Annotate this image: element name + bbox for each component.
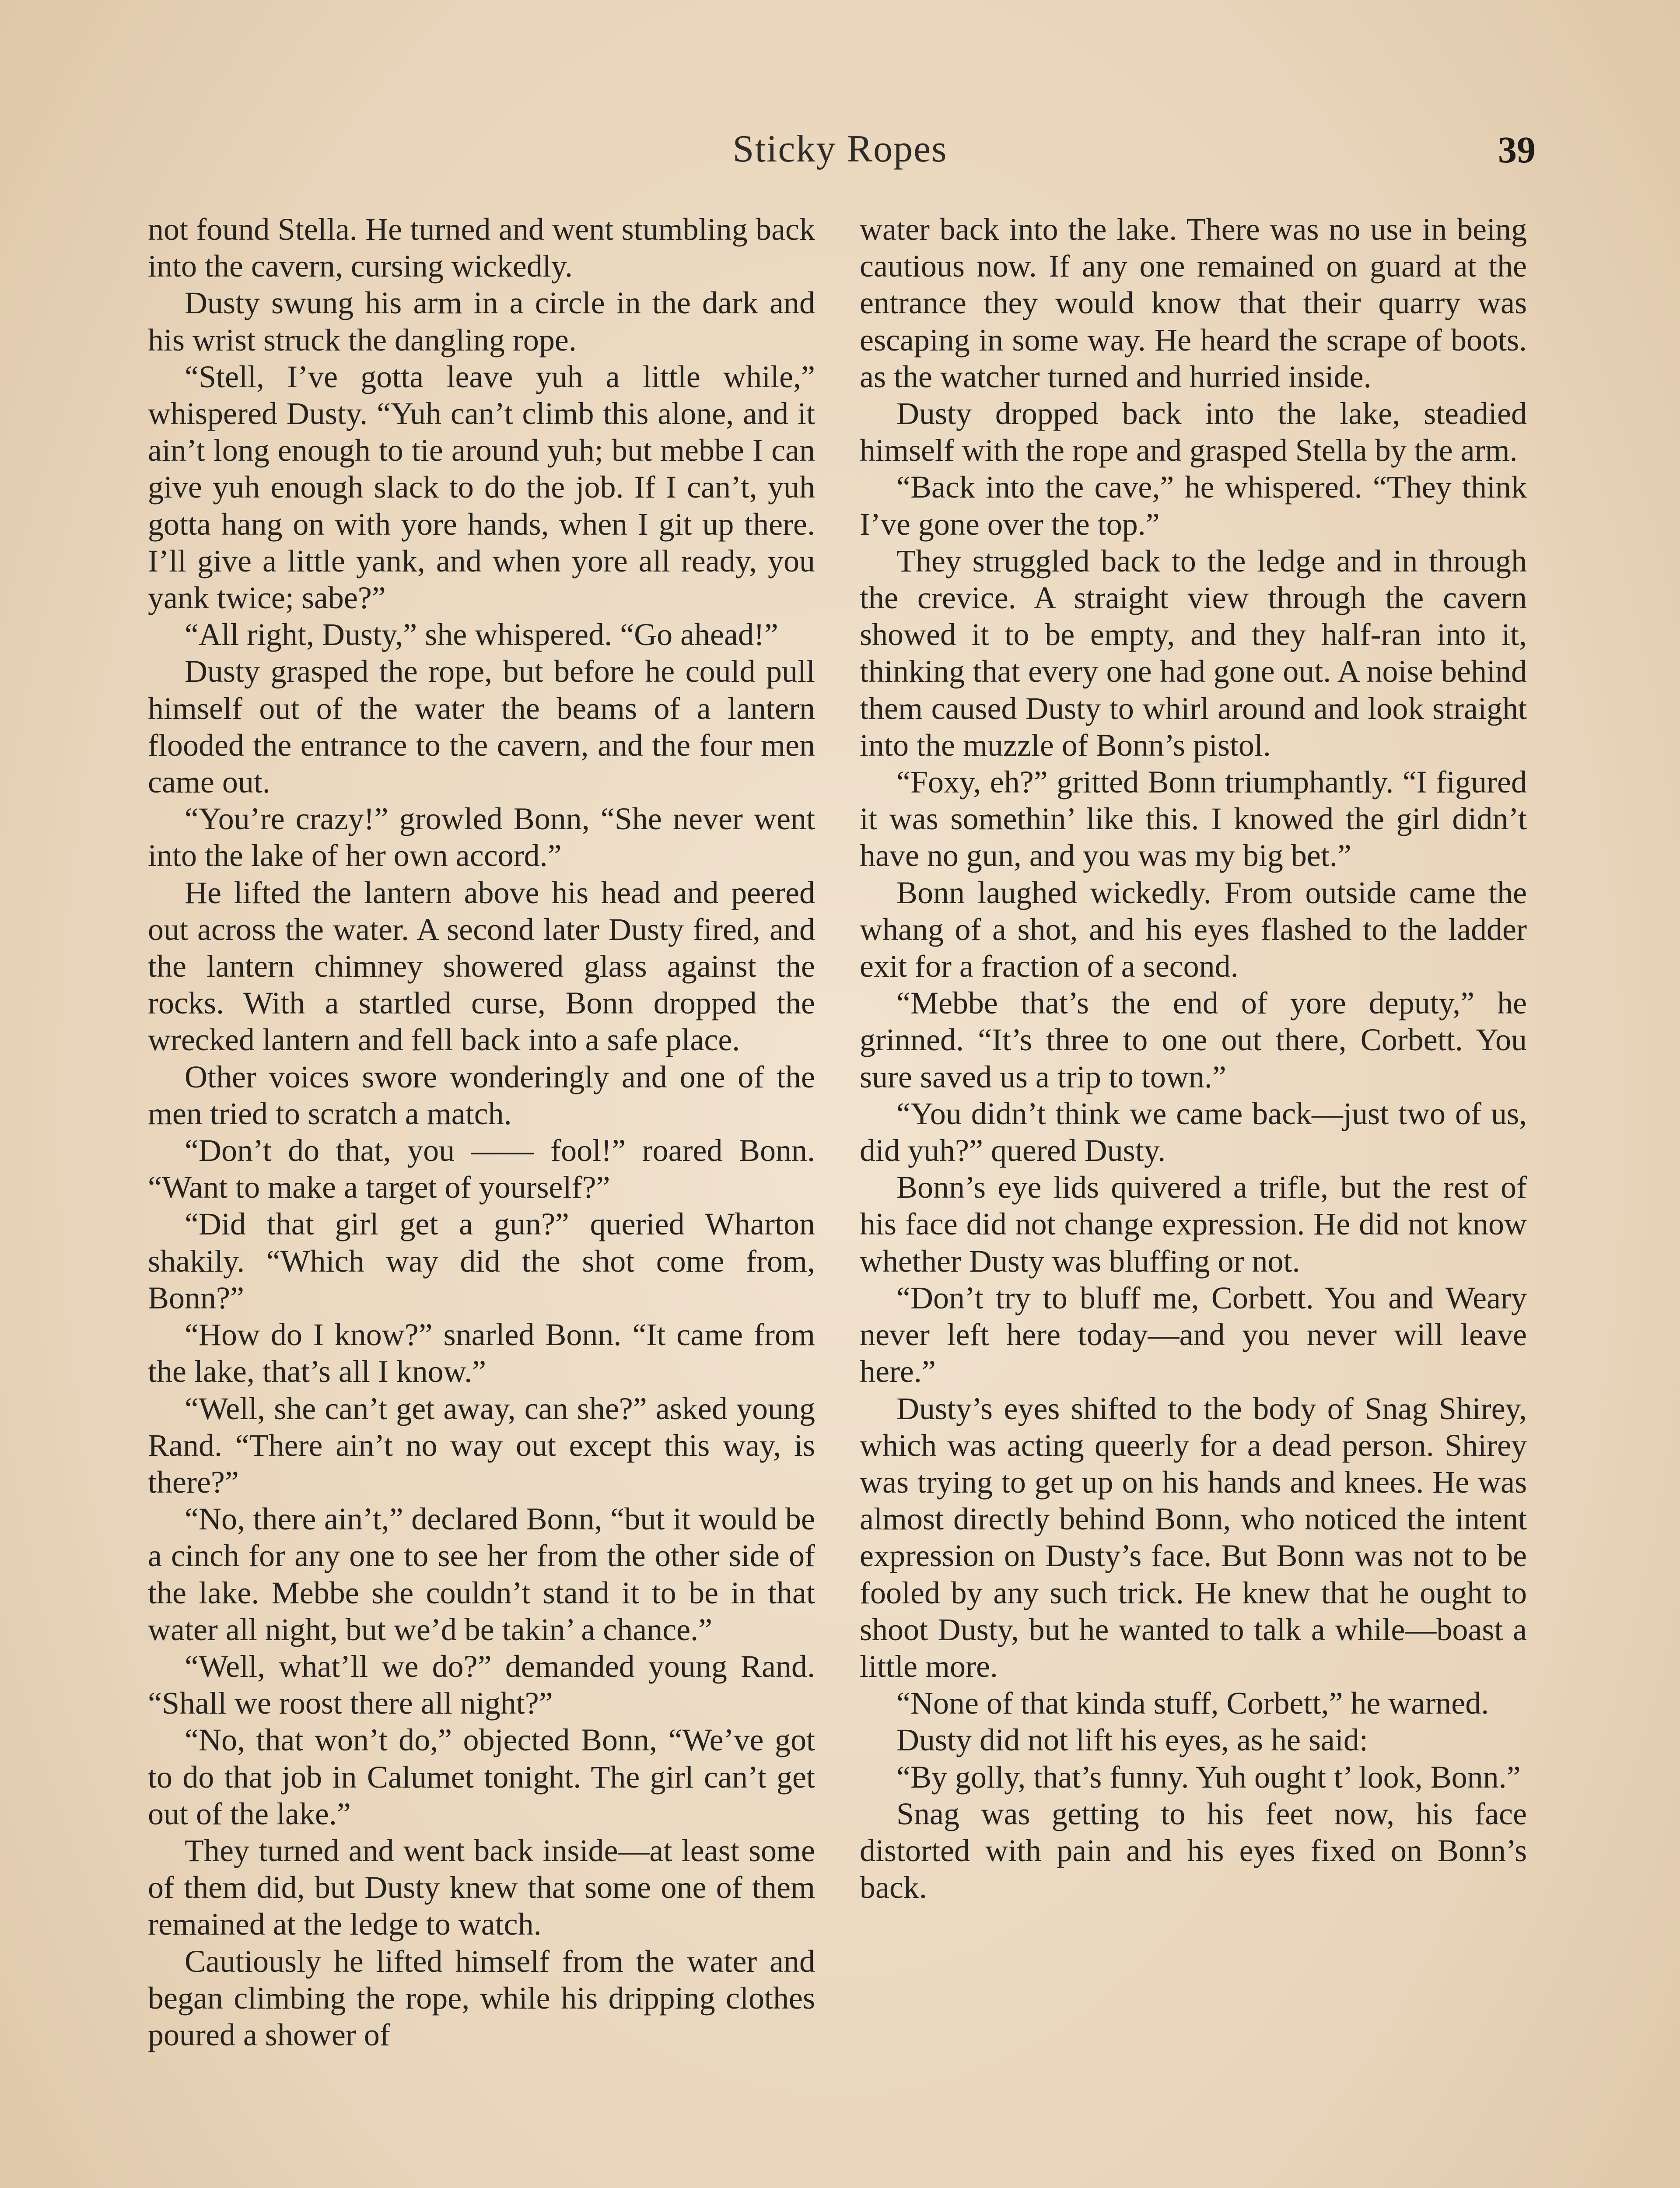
paragraph: “None of that kinda stuff, Corbett,” he warned. <box>896 1686 1489 1721</box>
paragraph: “By golly, that’s funny. Yuh ought t’ look, Bonn.” <box>896 1759 1521 1795</box>
paragraph: “Well, what’ll we do?” demanded young Rand. “Shall we roost there all night?” <box>148 1648 815 1721</box>
paragraph: “Well, she can’t get away, can she?” asked young Rand. “There ain’t no way out except this way, is there?” <box>148 1391 815 1500</box>
page-number: 39 <box>1498 129 1536 171</box>
paragraph: Bonn laughed wickedly. From outside came the whang of a shot, and his eyes flashed to the ladder exit for a fraction of a second. <box>860 875 1527 984</box>
paragraph: Other voices swore wonderingly and one of the men tried to scratch a match. <box>148 1059 815 1131</box>
paragraph: Dusty’s eyes shifted to the body of Snag Shirey, which was acting queerly for a dead person. Shirey was trying to get up on his hands and knees. He was almost directly behind Bonn, who noticed the intent expression on Dusty’s face. But Bonn was not to be fooled by any such trick. He knew that he ought to shoot Dusty, but he wanted to talk a while—boast a little more. <box>860 1391 1527 1684</box>
paragraph: “Foxy, eh?” gritted Bonn triumphantly. “I figured it was somethin’ like this. I knowed the girl didn’t have no gun, and you was my big bet.” <box>860 764 1527 873</box>
left-column <box>148 211 815 2053</box>
paragraph: not found Stella. He turned and went stumbling back into the cavern, cursing wickedly. <box>148 212 815 284</box>
paragraph: “Don’t try to bluff me, Corbett. You and Weary never left here today—and you never will leave here.” <box>860 1280 1527 1389</box>
paragraph: “No, that won’t do,” objected Bonn, “We’ve got to do that job in Calumet tonight. The girl can’t get out of the lake.” <box>148 1722 815 1831</box>
paragraph: “Did that girl get a gun?” queried Wharton shakily. “Which way did the shot come from, Bonn?” <box>148 1206 815 1315</box>
paragraph: He lifted the lantern above his head and peered out across the water. A second later Dusty fired, and the lantern chimney showered glass against the rocks. With a startled curse, Bonn dropped the wrecked lantern and fell back into a safe place. <box>148 875 815 1058</box>
paragraph: “All right, Dusty,” she whispered. “Go ahead!” <box>185 617 778 652</box>
paragraph: Bonn’s eye lids quivered a trifle, but the rest of his face did not change expression. He did not know whether Dusty was bluffing or not. <box>860 1170 1527 1279</box>
paragraph: “Back into the cave,” he whispered. “They think I’ve gone over the top.” <box>860 470 1527 542</box>
paragraph: “Mebbe that’s the end of yore deputy,” he grinned. “It’s three to one out there, Corbett. You sure saved us a trip to town.” <box>860 985 1527 1094</box>
paragraph: water back into the lake. There was no use in being cautious now. If any one remained on guard at the entrance they would know that their quarry was escaping in some way. He heard the scrape of boots. as the watcher turned and hurried inside. <box>860 212 1527 394</box>
paragraph: Dusty swung his arm in a circle in the dark and his wrist struck the dangling rope. <box>148 285 815 358</box>
paragraph: “You didn’t think we came back—just two of us, did yuh?” quered Dusty. <box>860 1096 1527 1168</box>
paragraph: “You’re crazy!” growled Bonn, “She never went into the lake of her own accord.” <box>148 801 815 873</box>
right-column <box>860 211 1527 1906</box>
paragraph: “How do I know?” snarled Bonn. “It came from the lake, that’s all I know.” <box>148 1317 815 1389</box>
paragraph: “Stell, I’ve gotta leave yuh a little while,” whispered Dusty. “Yuh can’t climb this alone, and it ain’t long enough to tie around yuh; but mebbe I can give yuh enough slack to do the job. If I can’t, yuh gotta hang on with yore hands, when I git up there. I’ll give a little yank, and when yore all ready, you yank twice; sabe?” <box>148 359 815 616</box>
paragraph: Cautiously he lifted himself from the water and began climbing the rope, while his dripping clothes poured a shower of <box>148 1943 815 2052</box>
running-head: Sticky Ropes <box>732 128 948 170</box>
paragraph: Snag was getting to his feet now, his face distorted with pain and his eyes fixed on Bonn’s back. <box>860 1796 1527 1905</box>
paragraph: “No, there ain’t,” declared Bonn, “but it would be a cinch for any one to see her from the other side of the lake. Mebbe she couldn’t stand it to be in that water all night, but we’d be takin’ a chance.” <box>148 1501 815 1647</box>
paragraph: They struggled back to the ledge and in through the crevice. A straight view through the cavern showed it to be empty, and they half-ran into it, thinking that every one had gone out. A noise behind them caused Dusty to whirl around and look straight into the muzzle of Bonn’s pistol. <box>860 543 1527 763</box>
paragraph: They turned and went back inside—at least some of them did, but Dusty knew that some one of them remained at the ledge to watch. <box>148 1833 815 1942</box>
paragraph: “Don’t do that, you —— fool!” roared Bonn. “Want to make a target of yourself?” <box>148 1133 815 1205</box>
page-header <box>149 127 1536 179</box>
paragraph: Dusty did not lift his eyes, as he said: <box>896 1722 1368 1758</box>
paragraph: Dusty grasped the rope, but before he could pull himself out of the water the beams of a lantern flooded the entrance to the cavern, and the four men came out. <box>148 654 815 800</box>
paragraph: Dusty dropped back into the lake, steadied himself with the rope and grasped Stella by the arm. <box>860 396 1527 468</box>
